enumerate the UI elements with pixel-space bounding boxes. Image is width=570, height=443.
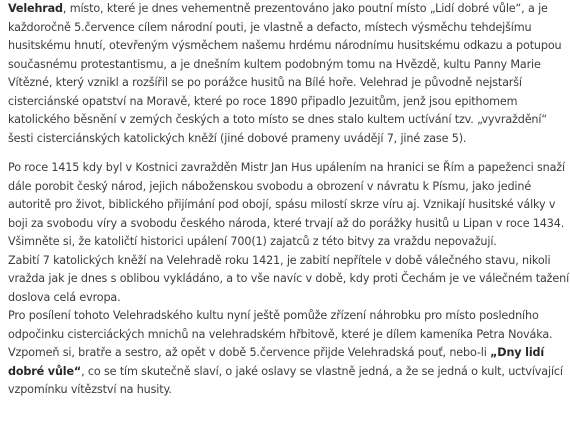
text-line [8,363,568,382]
lead-word: Velehrad [8,2,63,15]
text-line: boji za svobodu víry a svobodu českého národa, které trvají až do porážky husitů u Lipan v roce 1434. [8,216,565,230]
text-line: Všimněte si, že katoličtí historici upálení 700(1) zajatců z této bitvy za vraždu nepovažují. [8,235,497,248]
text-line: Po roce 1415 kdy byl v Kostnici zavražděn Mistr Jan Hus upálením na hranici se Řím a papeženci snaží [8,161,565,174]
paragraph-gap [8,148,568,159]
emphasis-text: „Dny lidí [490,346,545,359]
text-line: dále porobit český národ, jejich náboženskou svobodu a obrození v návratu k Písmu, jako jediné [8,179,532,193]
text-line: současnému protestantismu, a je dnešním kultem podobným tomu na Hvězdě, kultu Panny Marie [8,57,541,71]
text-line: vražda jak je dnes s oblibou vykládáno, a to vše navíc v době, kdy proti Čechám je ve válečném tažení [8,272,570,285]
paragraph-velehrad-intro [8,0,568,148]
text-line: šesti cisterciánských katolických kněží (jiné dobové prameny uvádějí 7, jiné zase 5). [8,131,467,145]
emphasis-text: dobré vůle“ [8,364,82,378]
text-line: každoročně 5.července cílem národní pouti, je vlastně a defacto, místech výsměchu tehdejšímu [8,20,532,34]
text-line: vzpomínku vítězství na husity. [8,383,172,396]
article-body [8,0,568,400]
text-span: , co se tím skutečně slaví, o jaké oslavy se vlastně jedná, a že se jedná o kult, uctvívající [81,364,563,378]
text-span: Vzpomeň si, bratře a sestro, až opět v době 5.července přijde Velehradská pouť, nebo-li [8,346,491,359]
text-line: autoritě pro život, biblického přijímání pod obojí, spásu milostí skrze víru aj. Vznikají husitské války v [8,198,556,211]
text-span: , místo, které je dnes vehementně prezentováno jako poutní místo „Lidí dobré vůle“, a je [62,2,548,15]
paragraph-hussite-history [8,159,568,400]
text-line [8,0,568,19]
text-line: doslova celá evropa. [8,290,121,304]
text-line: Zabití 7 katolických kněží na Velehradě roku 1421, je zabití nepřítele v době válečného stavu, nikoli [8,253,551,267]
text-line [8,344,568,363]
text-line: husitskému hnutí, otevřeným výsměchem našemu hrdému národnímu husitskému odkazu a potupou [8,39,562,52]
text-line: Pro posílení tohoto Velehradského kultu nyní ještě pomůže zřízení náhrobku pro místo posledního [8,309,539,322]
text-line: katolického běsnění v zemých českých a toto místo se dnes stalo kultem uctívání tzv. „vyvraždění“ [8,113,547,126]
text-line: odpočinku cisterciáckých mnichů na velehradském hřbitově, které je dílem kameníka Petra Nováka. [8,327,553,341]
text-line: Vítězné, který vznikl a rozšířil se po porážce husitů na Bílé hoře. Velehrad je původně nejstarší [8,76,522,89]
text-line: cisterciánské opatství na Moravě, které po roce 1890 připadlo Jezuitům, jenž jsou epithomem [8,94,518,108]
